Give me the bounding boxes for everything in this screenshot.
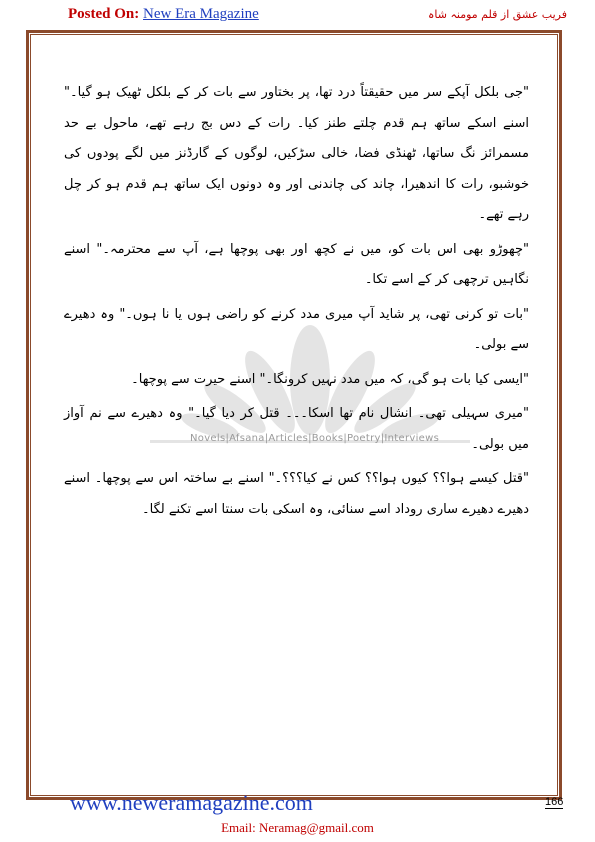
contact-email[interactable]: Email: Neramag@gmail.com <box>221 820 374 835</box>
paragraph: "چھوڑو بھی اس بات کو، میں نے کچھ اور بھی پوچھا ہے، آپ سے محترمہ۔" اسنے نگاہیں ترچھی کر کے اسے تکا۔ <box>64 241 529 287</box>
paragraph: "قتل کیسے ہوا؟؟ کیوں ہوا؟؟ کس نے کیا؟؟؟۔" اسنے بے ساختہ اس سے پوچھا۔ اسنے دھیرے دھیرے ساری روداد اسے سنائی، وہ اسکی بات سنتا اسے تکنے لگا۔ <box>64 471 529 517</box>
paragraph: "جی بلکل آپکے سر میں حقیقتاً درد تھا، پر بختاور سے بات کر کے بلکل ٹھیک ہو گیا۔" اسنے اسکے ساتھ ہم قدم چلتے طنز کیا۔ رات کے دس بج رہے تھے، ماحول بے حد مسمرائز نگ ساتھا، ٹھنڈی فضا، خالی سڑکیں، لوگوں کے گارڈنز میں لگے پودوں کی خوشبو، رات کا اندھیرا، چاند کی چاندنی اور وہ دونوں ایک ساتھ ہم قدم ہو کر چل رہے تھے۔ <box>64 85 529 222</box>
paragraph: "بات تو کرنی تھی، پر شاید آپ میری مدد کرنے کو راضی ہوں یا نا ہوں۔" وہ دھیرے سے بولی۔ <box>64 306 529 352</box>
website-link[interactable]: www.neweramagazine.com <box>70 790 313 815</box>
posted-label: Posted On: <box>68 6 143 22</box>
paragraph: "میری سہیلی تھی۔ انشال نام تھا اسکا۔۔۔ قتل کر دیا گیا۔" وہ دھیرے سے نم آواز میں بولی۔ <box>64 406 529 452</box>
magazine-link[interactable]: New Era Magazine <box>143 6 259 22</box>
header-posted-on <box>68 6 259 23</box>
page-number: 166 <box>545 796 564 808</box>
novel-credit: فریب عشق از قلم مومنہ شاہ <box>427 8 567 21</box>
article-body <box>64 78 529 529</box>
watermark-tagline: Novels|Afsana|Articles|Books|Poetry|Interviews <box>190 433 440 444</box>
paragraph: "ایسی کیا بات ہو گی، کہ میں مدد نہیں کرونگا۔" اسنے حیرت سے پوچھا۔ <box>131 371 529 387</box>
